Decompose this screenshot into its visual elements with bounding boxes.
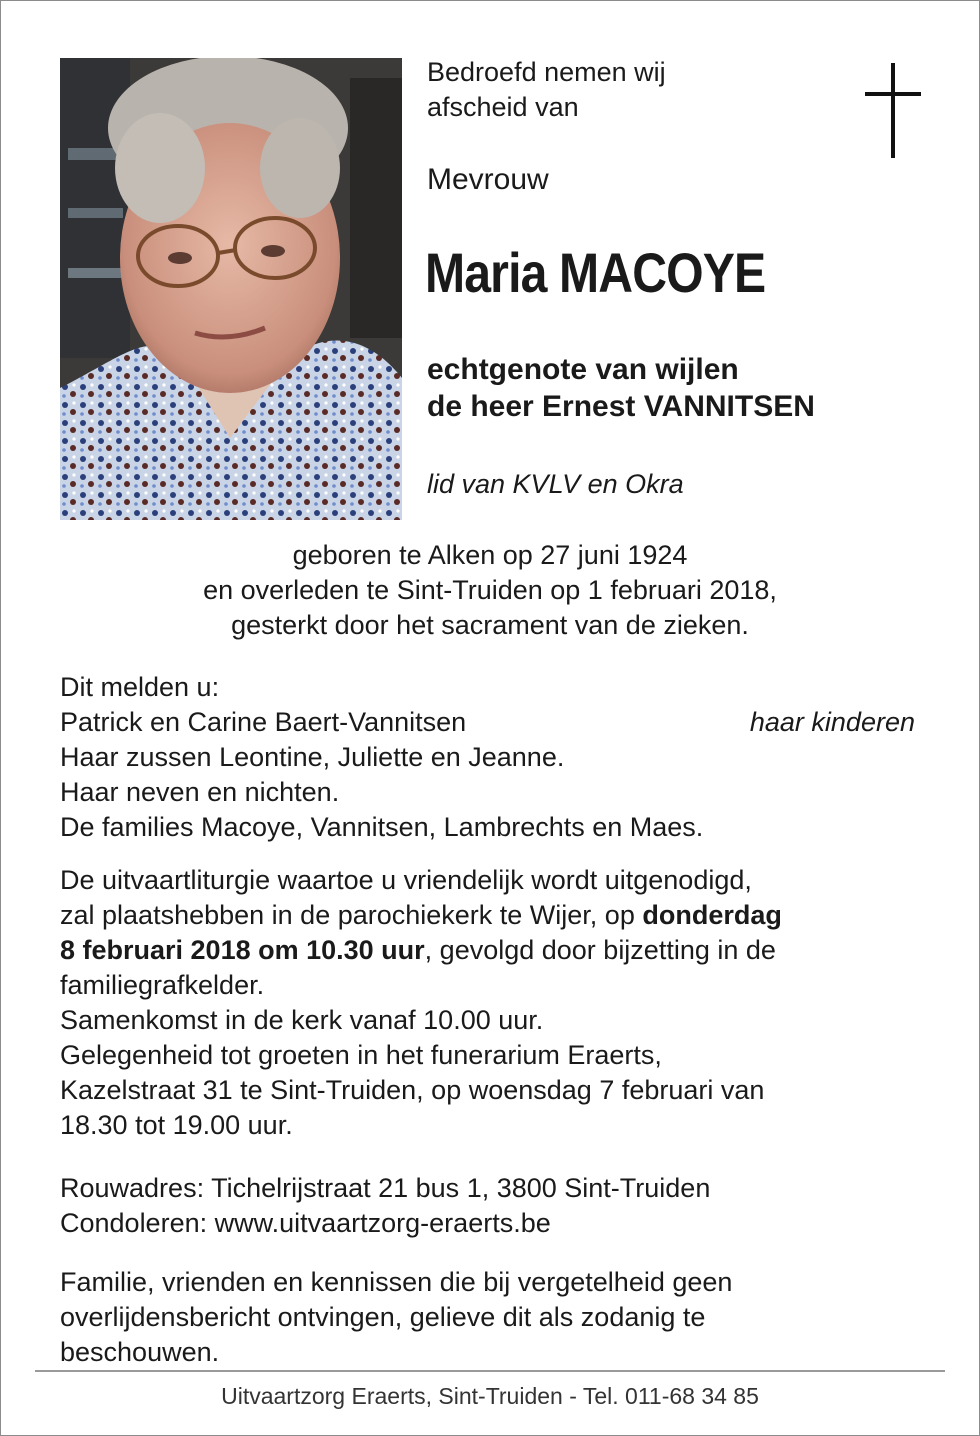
spouse-line-2: de heer Ernest VANNITSEN xyxy=(427,390,815,423)
liturgy-line-8: 18.30 tot 19.00 uur. xyxy=(60,1110,293,1140)
children-role: haar kinderen xyxy=(749,707,915,737)
address-block xyxy=(60,1171,710,1241)
latin-cross-icon xyxy=(865,63,921,158)
portrait-photo xyxy=(60,58,402,520)
mourning-address: Rouwadres: Tichelrijstraat 21 bus 1, 3800 Sint-Truiden xyxy=(60,1173,711,1203)
liturgy-line-2-text: zal plaatshebben in de parochiekerk te Wijer, op xyxy=(60,900,643,930)
death-line: en overleden te Sint-Truiden op 1 februari 2018, xyxy=(203,575,777,605)
liturgy-line-5: Samenkomst in de kerk vanaf 10.00 uur. xyxy=(60,1005,544,1035)
footer-divider xyxy=(35,1370,945,1372)
liturgy-line-4: familiegrafkelder. xyxy=(60,970,265,1000)
intro-line-2: afscheid van xyxy=(427,92,579,122)
sacrament-line: gesterkt door het sacrament van de zieken. xyxy=(231,610,749,640)
liturgy-line-3-text: , gevolgd door bijzetting in de xyxy=(424,935,776,965)
birth-death-text xyxy=(0,538,980,643)
announcers-heading: Dit melden u: xyxy=(60,672,220,702)
funeral-home-footer: Uitvaartzorg Eraerts, Sint-Truiden - Tel. 011-68 34 85 xyxy=(221,1383,759,1409)
spouse-text xyxy=(427,351,815,425)
liturgy-block xyxy=(60,863,782,1143)
deceased-name: Maria MACOYE xyxy=(425,241,766,304)
notice-line-2: overlijdensbericht ontvingen, gelieve dit als zodanig te xyxy=(60,1302,706,1332)
birth-line: geboren te Alken op 27 juni 1924 xyxy=(292,540,688,570)
notice-block xyxy=(60,1265,732,1370)
sisters-line: Haar zussen Leontine, Juliette en Jeanne. xyxy=(60,742,565,772)
honorific-title: Mevrouw xyxy=(427,163,549,196)
condolence-website: Condoleren: www.uitvaartzorg-eraerts.be xyxy=(60,1208,551,1238)
liturgy-date-time: 8 februari 2018 om 10.30 uur xyxy=(60,935,425,965)
announcers-block xyxy=(60,670,915,845)
intro-text xyxy=(427,55,666,125)
children-row xyxy=(60,705,915,740)
liturgy-day: donderdag xyxy=(642,900,782,930)
notice-line-3: beschouwen. xyxy=(60,1337,220,1367)
liturgy-line-7: Kazelstraat 31 te Sint-Truiden, op woensdag 7 februari van xyxy=(60,1075,765,1105)
liturgy-line-2 xyxy=(60,898,782,933)
intro-line-1: Bedroefd nemen wij xyxy=(427,57,666,87)
liturgy-line-1: De uitvaartliturgie waartoe u vriendelijk wordt uitgenodigd, xyxy=(60,865,752,895)
spouse-line-1: echtgenote van wijlen xyxy=(427,353,739,386)
membership-text: lid van KVLV en Okra xyxy=(427,469,684,499)
children-names: Patrick en Carine Baert-Vannitsen xyxy=(60,707,467,737)
liturgy-line-3 xyxy=(60,933,782,968)
liturgy-line-6: Gelegenheid tot groeten in het funerarium Eraerts, xyxy=(60,1040,662,1070)
cross-horizontal-bar xyxy=(865,92,921,96)
portrait-photo-icon xyxy=(60,58,402,520)
nephews-line: Haar neven en nichten. xyxy=(60,777,340,807)
notice-line-1: Familie, vrienden en kennissen die bij vergetelheid geen xyxy=(60,1267,733,1297)
cross-vertical-bar xyxy=(891,63,895,158)
families-line: De families Macoye, Vannitsen, Lambrechts en Maes. xyxy=(60,812,704,842)
